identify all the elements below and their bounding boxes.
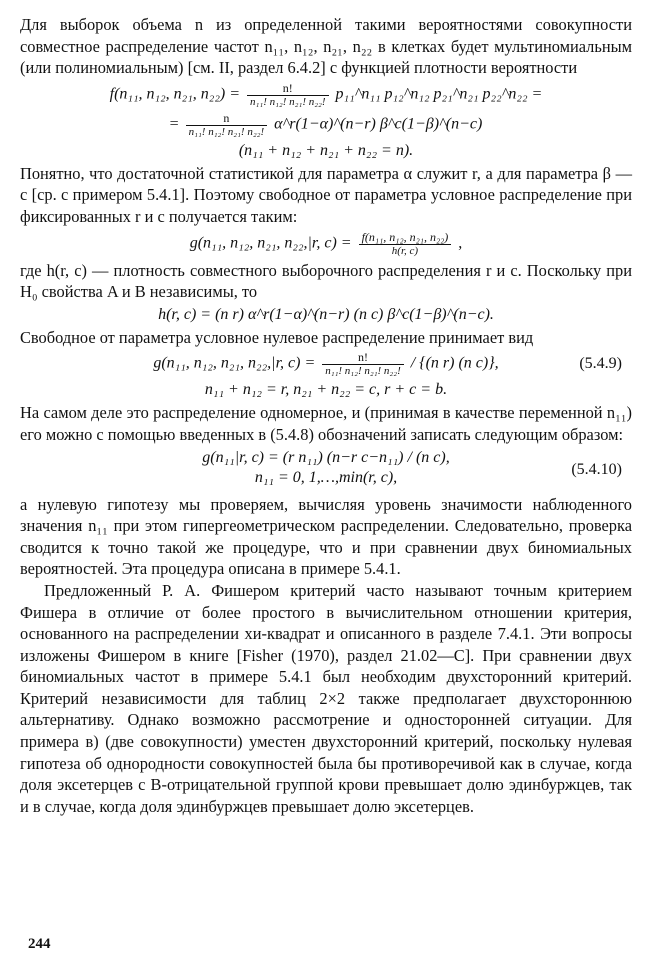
fraction-numerator: n! — [322, 350, 404, 365]
equation-number: (5.4.9) — [579, 355, 622, 373]
equation-density-expanded — [20, 111, 632, 139]
equation-conditional — [20, 230, 632, 258]
equation-number: (5.4.10) — [571, 460, 622, 478]
paragraph-5: На самом деле это распределение одномерное, и (принимая в качестве переменной n₁₁) его можно с помощью введенных в (5.4.8) обозначений записать следующим образом: — [20, 403, 632, 444]
equation-lhs: f(n₁₁, n₁₂, n₂₁, n₂₂) = — [109, 85, 241, 103]
paragraph-3: где h(r, c) — плотность совместного выборочного распределения r и c. Поскольку при H₀ свойства A и B независимы, то — [20, 260, 632, 302]
equation-constraint: (n₁₁ + n₁₂ + n₂₁ + n₂₂ = n). — [238, 141, 414, 159]
fraction — [186, 111, 268, 139]
paragraph-6: а нулевую гипотезу мы проверяем, вычисляя уровень значимости наблюденного значения n₁₁ при этом гипергеометрическом распределении. Следовательно, проверка сводится к точно такой же процедуре, что и при сравнении двух биномиальных вероятностей. Эта процедура описана в примере 5.4.1. — [20, 494, 632, 579]
fraction — [247, 81, 329, 109]
equation-h-density: h(r, c) = (n r) α^r(1−α)^(n−r) (n c) β^c(1−β)^(n−c). — [158, 305, 494, 323]
paragraph-4: Свободное от параметра условное нулевое распределение принимает вид — [20, 327, 534, 347]
fraction-numerator: n — [186, 111, 268, 126]
equation-rhs: α^r(1−α)^(n−r) β^c(1−β)^(n−c) — [274, 115, 483, 133]
equation-5-4-10 — [20, 448, 632, 492]
fraction-denominator: n₁₁! n₁₂! n₂₁! n₂₂! — [188, 125, 265, 138]
fraction-denominator: n₁₁! n₁₂! n₂₁! n₂₂! — [250, 95, 326, 108]
page-content — [20, 14, 632, 817]
equation-lhs: g(n₁₁, n₁₂, n₂₁, n₂₂,|r, c) = — [153, 355, 316, 373]
paragraph-2: Понятно, что достаточной статистикой для параметра α служит r, а для параметра β — c [ср. с примером 5.4.1]. Поэтому свободное от параметра условное распределение при фиксированных r и c получается таким: — [20, 163, 632, 226]
page-number: 244 — [28, 936, 51, 952]
equation-range: n₁₁ = 0, 1,…,min(r, c), — [254, 468, 398, 486]
equation-rhs: p₁₁^n₁₁ p₁₂^n₁₂ p₂₁^n₂₁ p₂₂^n₂₂ = — [335, 85, 543, 103]
equation-prefix: = — [169, 115, 179, 133]
equation-tail: , — [458, 234, 463, 252]
paragraph-1: Для выборок объема n из определенной такими вероятностями совокупности совместное распределение частот n₁₁, n₁₂, n₂₁, n₂₂ в клетках будет мультиномиальным (или полиномиальным) [см. II, раздел 6.4.2] с функцией плотности вероятности — [20, 15, 632, 78]
equation-rhs: / {(n r) (n c)}, — [410, 355, 499, 373]
equation-multinomial-density — [20, 81, 632, 109]
paragraph-7: Предложенный Р. А. Фишером критерий часто называют точным критерием Фишера в отличие от более простого в вычислительном отношении критерия, основанного на распределении хи-квадрат и описанного в разделе 7.4.1. Эти вопросы изложены Фишером в книге [Fisher (1970), раздел 21.02—C]. При сравнении двух биномиальных частот в примере 5.4.1 был необходим двухсторонний критерий. Критерий независимости для таблиц 2×2 также предполагает двухстороннюю альтернативу. Однако возможно рассмотрение и односторонней ситуации. Для примера в) (две совокупности) уместен двухсторонний критерий, поскольку нулевая гипотеза об однородности совокупностей была бы противоречивой как в случае, когда доля эксетерцев с B-отрицательной группой крови превышает долю эдинбуржцев, так и в случае, когда доля эдинбуржцев превышает долю эксетерцев. — [20, 580, 632, 816]
equation-hypergeometric: g(n₁₁|r, c) = (r n₁₁) (n−r c−n₁₁) / (n c), — [202, 448, 450, 466]
fraction-denominator: h(r, c) — [391, 244, 419, 257]
fraction-numerator: f(n₁₁, n₁₂, n₂₁, n₂₂) — [359, 230, 452, 245]
fraction-numerator: n! — [247, 81, 329, 96]
fraction-denominator: n₁₁! n₁₂! n₂₁! n₂₂! — [325, 365, 401, 378]
fraction — [359, 230, 452, 258]
equation-margins: n₁₁ + n₁₂ = r, n₂₁ + n₂₂ = c, r + c = b. — [204, 381, 448, 399]
equation-5-4-9 — [20, 350, 632, 378]
fraction — [322, 350, 404, 378]
equation-lhs: g(n₁₁, n₁₂, n₂₁, n₂₂,|r, c) = — [189, 234, 352, 252]
